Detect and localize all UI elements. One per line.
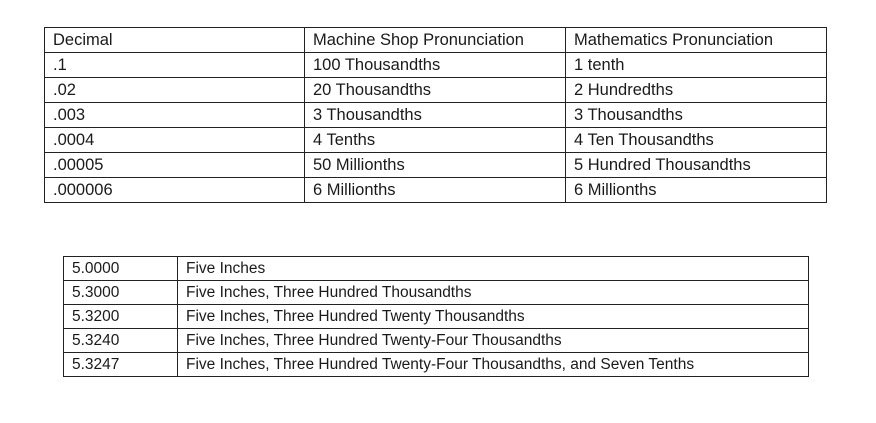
table-row [45, 153, 827, 178]
decimal-cell: .02 [45, 78, 305, 103]
value-cell: 5.0000 [64, 257, 178, 281]
table-row [64, 305, 809, 329]
decimal-cell: .00005 [45, 153, 305, 178]
reading-cell: Five Inches, Three Hundred Twenty-Four Thousandths [178, 329, 809, 353]
table-row [64, 353, 809, 377]
reading-cell: Five Inches, Three Hundred Twenty Thousandths [178, 305, 809, 329]
mathematics-cell: 6 Millionths [566, 178, 827, 203]
table-row [45, 128, 827, 153]
mathematics-cell: 3 Thousandths [566, 103, 827, 128]
table-row [45, 53, 827, 78]
machine-shop-cell: 6 Millionths [305, 178, 566, 203]
header-decimal: Decimal [45, 28, 305, 53]
mathematics-cell: 4 Ten Thousandths [566, 128, 827, 153]
value-cell: 5.3000 [64, 281, 178, 305]
mathematics-cell: 5 Hundred Thousandths [566, 153, 827, 178]
machine-shop-cell: 3 Thousandths [305, 103, 566, 128]
inch-reading-examples-table [63, 256, 809, 377]
machine-shop-cell: 20 Thousandths [305, 78, 566, 103]
decimal-cell: .003 [45, 103, 305, 128]
table-header-row [45, 28, 827, 53]
value-cell: 5.3247 [64, 353, 178, 377]
decimal-cell: .0004 [45, 128, 305, 153]
machine-shop-cell: 100 Thousandths [305, 53, 566, 78]
table-row [64, 281, 809, 305]
table-row [64, 329, 809, 353]
header-machine-shop: Machine Shop Pronunciation [305, 28, 566, 53]
decimal-cell: .000006 [45, 178, 305, 203]
machine-shop-cell: 4 Tenths [305, 128, 566, 153]
table-row [45, 78, 827, 103]
value-cell: 5.3240 [64, 329, 178, 353]
value-cell: 5.3200 [64, 305, 178, 329]
reading-cell: Five Inches, Three Hundred Twenty-Four Thousandths, and Seven Tenths [178, 353, 809, 377]
table-row [45, 103, 827, 128]
decimal-cell: .1 [45, 53, 305, 78]
table-row [45, 178, 827, 203]
decimal-pronunciation-table [44, 27, 827, 203]
reading-cell: Five Inches, Three Hundred Thousandths [178, 281, 809, 305]
mathematics-cell: 2 Hundredths [566, 78, 827, 103]
table-row [64, 257, 809, 281]
reading-cell: Five Inches [178, 257, 809, 281]
mathematics-cell: 1 tenth [566, 53, 827, 78]
header-mathematics: Mathematics Pronunciation [566, 28, 827, 53]
machine-shop-cell: 50 Millionths [305, 153, 566, 178]
